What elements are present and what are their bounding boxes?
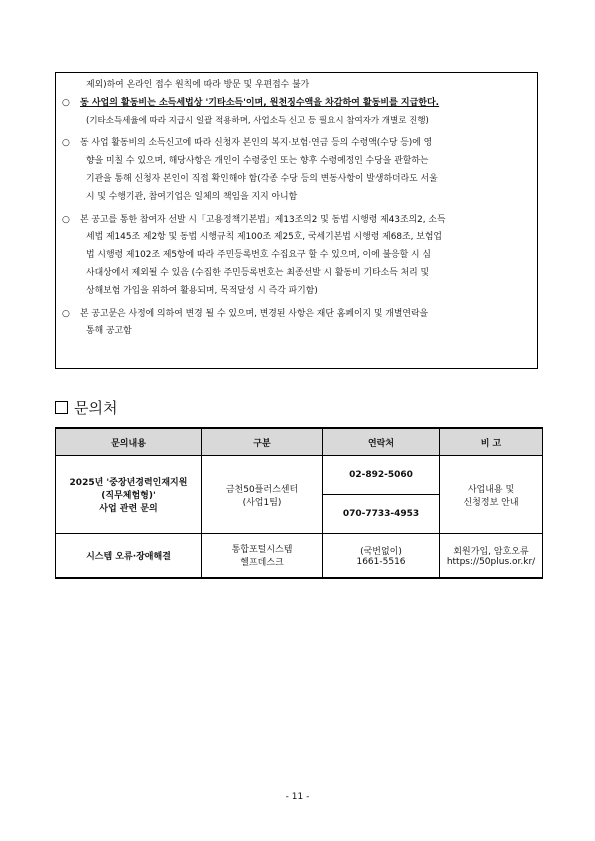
notice-item-resident-number [62, 212, 529, 230]
resident-number-line: 법 시행령 제102조 제5항에 따라 주민등록번호 수집요구 할 수 있으며, 이에 불응할 시 심 [86, 250, 431, 261]
division-cell: 금천50플러스센터 (사업1팀) [202, 456, 323, 534]
header-inquiry: 문의내용 [56, 428, 202, 456]
activity-fee-statement: 동 사업의 활동비는 소득세법상 '기타소득'이며, 원천징수액을 차감하여 활동비를 지급한다. [80, 97, 440, 108]
income-report-line: 기관을 통해 신청자 본인이 직접 확인해야 함(각종 수당 등의 변동사항이 발생하더라도 서울 [86, 173, 438, 184]
phone-cell: 070-7733-4953 [323, 495, 440, 534]
inquiry-topic-cell: 2025년 '중장년경력인재지원 (직무체험형)' 사업 관련 문의 [56, 456, 202, 534]
bullet-icon: ○ [62, 308, 70, 319]
table-header-row [56, 428, 543, 456]
change-notice-line: 본 공고문은 사정에 의하여 변경 될 수 있으며, 변경된 사항은 재단 홈페이지 및 개별연락을 [80, 308, 429, 319]
header-division: 구분 [202, 428, 323, 456]
remarks-cell: 사업내용 및 신청정보 안내 [440, 456, 543, 534]
resident-number-line: 세법 제145조 제2항 및 동법 시행규칙 제100조 제25호, 국세기본법 시행령 제68조, 보험업 [86, 232, 442, 243]
income-report-line: 시 및 수행기관, 참여기업은 일체의 책임을 지지 아니함 [86, 191, 298, 202]
website-link[interactable]: https://50plus.or.kr/ [446, 556, 536, 567]
table-row [56, 456, 543, 495]
notice-continuation-line: 제외)하여 온라인 접수 원칙에 따라 방문 및 우편접수 불가 [86, 80, 310, 90]
contact-table [55, 427, 543, 579]
notice-item-change [62, 306, 529, 324]
header-contact: 연락처 [323, 428, 440, 456]
income-report-line: 향을 미칠 수 있으며, 해당사항은 개인이 수령중인 또는 향후 수령예정인 수당을 관할하는 [86, 156, 429, 167]
inquiry-topic-cell: 시스템 오류·장애해결 [56, 534, 202, 578]
change-notice-line: 통해 공고함 [86, 326, 132, 337]
notice-item-income-report [62, 135, 529, 153]
contact-cell: (국번없이) 1661-5516 [323, 534, 440, 578]
notice-item-activity-fee [62, 95, 529, 113]
bullet-icon: ○ [62, 214, 70, 225]
section-heading [55, 397, 117, 418]
remarks-cell: 회원가입, 암호오류 https://50plus.or.kr/ [440, 534, 543, 578]
page-number: - 11 - [285, 792, 310, 802]
header-remarks: 비 고 [440, 428, 543, 456]
resident-number-line: 사대상에서 제외될 수 있음 (수집한 주민등록번호는 최종선발 시 활동비 기타소득 처리 및 [86, 267, 430, 278]
resident-number-line: 본 공고를 통한 참여자 선발 시「고용정책기본법」제13조의2 및 동법 시행령 제43조의2, 소득 [80, 214, 446, 225]
resident-number-line: 상해보험 가입을 위하여 활용되며, 목적달성 시 즉각 파기함) [86, 285, 318, 296]
bullet-icon: ○ [62, 97, 70, 108]
phone-cell: 02-892-5060 [323, 456, 440, 495]
bullet-icon: ○ [62, 138, 70, 149]
division-cell: 통합포털시스템 헬프데스크 [202, 534, 323, 578]
table-row [56, 534, 543, 578]
notice-box [55, 72, 538, 369]
square-bullet-icon [55, 401, 68, 414]
section-title: 문의처 [74, 399, 118, 417]
income-report-line: 동 사업 활동비의 소득신고에 따라 신청자 본인의 복지·보험·연금 등의 수령액(수당 등)에 영 [80, 138, 433, 149]
activity-fee-note: (기타소득세율에 따라 지급시 일괄 적용하며, 사업소득 신고 등 필요시 참여자가 개별로 진행) [86, 115, 429, 126]
